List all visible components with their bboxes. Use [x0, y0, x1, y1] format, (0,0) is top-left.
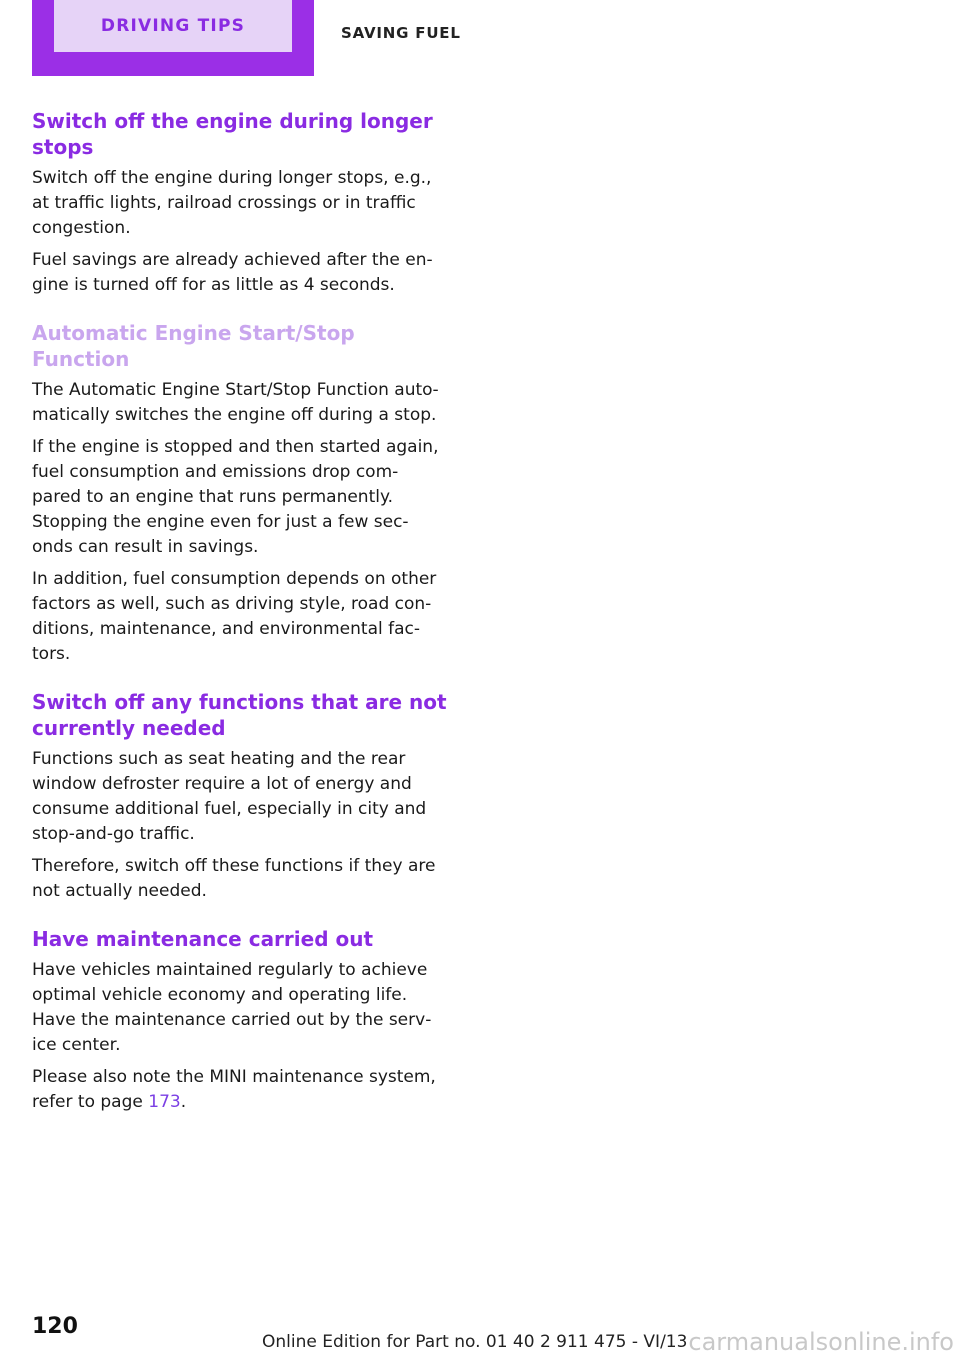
- page-reference-link[interactable]: 173: [148, 1092, 181, 1112]
- paragraph: In addition, fuel consumption depends on other factors as well, such as driving style, road con‐ ditions, maintenance, and environmental fac‐ tors.: [32, 569, 437, 664]
- heading-maintenance: Have maintenance carried out: [32, 927, 374, 951]
- paragraph: If the engine is stopped and then started again, fuel consumption and emissions drop com‐ pared to an engine that runs permanently. Stopping the engine even for just a few sec‐ onds can result in savings.: [32, 437, 439, 557]
- section-start-stop: [32, 320, 452, 667]
- page-number: 120: [32, 1314, 78, 1339]
- heading-functions-off: Switch off any functions that are not currently needed: [32, 690, 447, 740]
- section-engine-off: [32, 108, 452, 298]
- paragraph-with-link: [32, 1065, 452, 1115]
- paragraph: Switch off the engine during longer stops, e.g., at traffic lights, railroad crossings or in traffic congestion.: [32, 168, 432, 238]
- paragraph-text: Please also note the MINI maintenance system, refer to page: [32, 1067, 436, 1112]
- paragraph: The Automatic Engine Start/Stop Function auto‐ matically switches the engine off during a stop.: [32, 380, 439, 425]
- chapter-tab-label: DRIVING TIPS: [100, 16, 246, 36]
- edition-footer: Online Edition for Part no. 01 40 2 911 475 - VI/13: [262, 1332, 688, 1352]
- heading-start-stop: Automatic Engine Start/Stop Function: [32, 321, 355, 371]
- watermark: carmanualsonline.info: [688, 1328, 954, 1356]
- paragraph: Functions such as seat heating and the rear window defroster require a lot of energy and consume additional fuel, especially in city and stop-and-go traffic.: [32, 749, 427, 844]
- section-functions-off: [32, 689, 452, 904]
- heading-engine-off: Switch off the engine during longer stops: [32, 109, 433, 159]
- main-content: [32, 108, 452, 1137]
- paragraph: Fuel savings are already achieved after the en‐ gine is turned off for as little as 4 seconds.: [32, 250, 433, 295]
- section-maintenance: [32, 926, 452, 1115]
- paragraph: Therefore, switch off these functions if they are not actually needed.: [32, 856, 436, 901]
- section-label: SAVING FUEL: [341, 24, 461, 42]
- chapter-tab-inner: [54, 0, 292, 52]
- chapter-tab: [32, 0, 314, 76]
- paragraph-text-end: .: [180, 1092, 187, 1112]
- paragraph: Have vehicles maintained regularly to achieve optimal vehicle economy and operating life. Have the maintenance carried out by the serv‐ ice center.: [32, 960, 432, 1055]
